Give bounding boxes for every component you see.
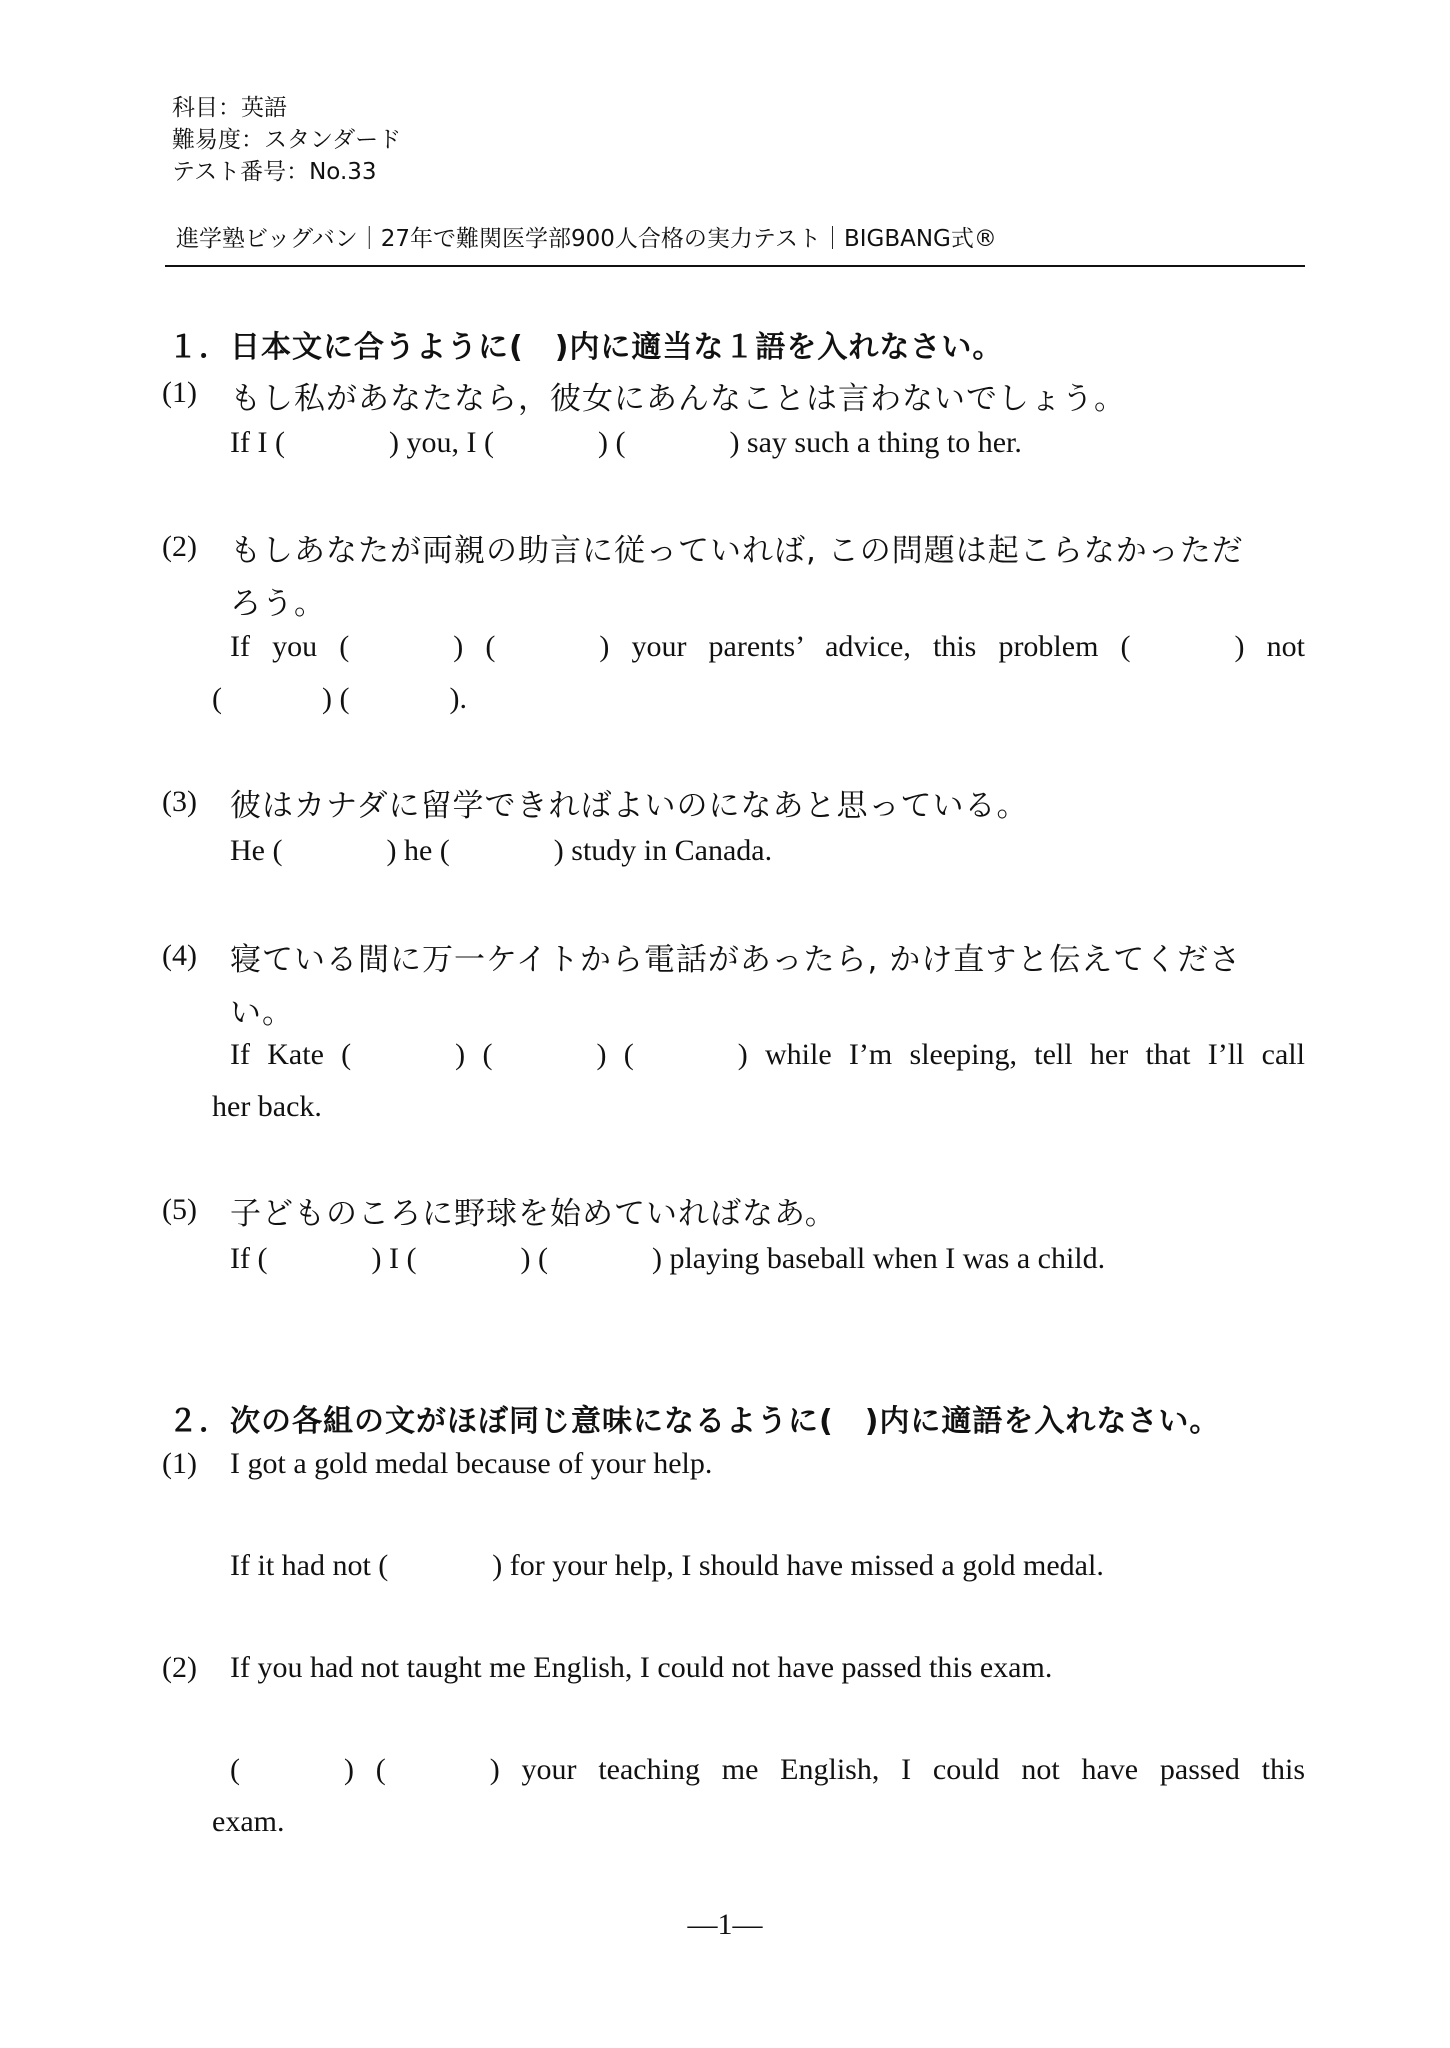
- s1-q1-english: If I ( ) you, I ( ) ( ) say such a thing to her.: [230, 426, 1022, 459]
- s1-q4-japanese-line2: い。: [230, 995, 294, 1031]
- s2-q2-sentence: If you had not taught me English, I could not have passed this exam.: [230, 1651, 1053, 1684]
- header-divider: [165, 265, 1305, 267]
- section1-heading: １．日本文に合うように( )内に適当な１語を入れなさい。: [168, 330, 1004, 365]
- worksheet-header: [172, 92, 401, 188]
- s1-q1-number: (1): [162, 376, 197, 409]
- s1-q5-number: (5): [162, 1193, 197, 1226]
- s1-q4-japanese-line1: 寝ている間に万一ケイトから電話があったら, かけ直すと伝えてくださ: [230, 942, 1242, 978]
- s1-q4-number: (4): [162, 939, 197, 972]
- s1-q1-japanese: もし私があなたなら，彼女にあんなことは言わないでしょう。: [230, 381, 1126, 417]
- s1-q3-number: (3): [162, 785, 197, 818]
- s1-q3-english: He ( ) he ( ) study in Canada.: [230, 834, 773, 867]
- s1-q2-english-line2: ( ) ( ).: [212, 682, 467, 715]
- s1-q2-japanese-line1: もしあなたが両親の助言に従っていれば, この問題は起こらなかっただ: [230, 533, 1244, 569]
- s2-q1-sentence: I got a gold medal because of your help.: [230, 1447, 713, 1480]
- subject-label: 科目：英語: [172, 95, 287, 121]
- s1-q5-japanese: 子どものころに野球を始めていればなあ。: [230, 1196, 837, 1232]
- s2-q1-number: (1): [162, 1447, 197, 1480]
- s2-q1-rewrite: If it had not ( ) for your help, I should have missed a gold medal.: [230, 1549, 1104, 1582]
- s1-q4-english-line2: her back.: [212, 1090, 322, 1123]
- s1-q5-english: If ( ) I ( ) ( ) playing baseball when I was a child.: [230, 1242, 1106, 1275]
- s2-q2-number: (2): [162, 1651, 197, 1684]
- s1-q3-japanese: 彼はカナダに留学できればよいのになあと思っている。: [230, 788, 1029, 824]
- s1-q4-english-line1: If Kate ( ) ( ) ( ) while I’m sleeping, tell her that I’ll call: [230, 1038, 1305, 1071]
- s2-q2-rewrite-line1: ( ) ( ) your teaching me English, I could not have passed this: [230, 1753, 1305, 1786]
- page-number: ―1―: [687, 1908, 763, 1941]
- s1-q2-number: (2): [162, 530, 197, 563]
- s2-q2-rewrite-line2: exam.: [212, 1805, 285, 1838]
- s1-q2-english-line1: If you ( ) ( ) your parents’ advice, this problem ( ) not: [230, 630, 1305, 663]
- tagline: 進学塾ビッグバン｜27年で難関医学部900人合格の実力テスト｜BIGBANG式®: [176, 226, 997, 252]
- s1-q2-japanese-line2: ろう。: [230, 586, 326, 622]
- difficulty-label: 難易度：スタンダード: [172, 127, 402, 153]
- section2-heading: ２．次の各組の文がほぼ同じ意味になるように( )内に適語を入れなさい。: [168, 1404, 1221, 1439]
- test-number-label: テスト番号：No.33: [172, 159, 377, 185]
